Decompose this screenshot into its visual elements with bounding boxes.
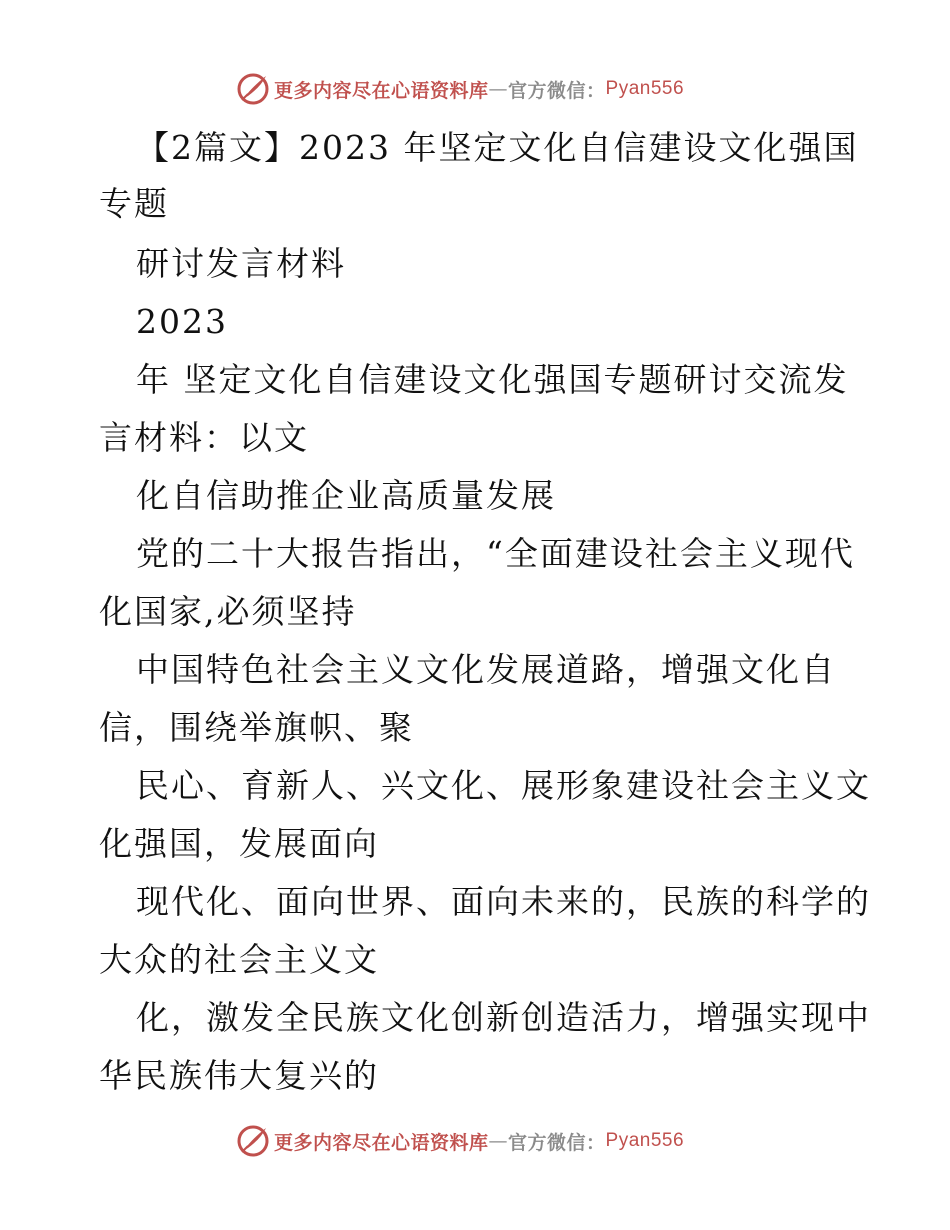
doc-text-line: 信，围绕举旗帜、聚	[99, 708, 414, 747]
doc-text-line: 化，激发全民族文化创新创造活力，增强实现中	[136, 998, 871, 1037]
doc-text-line: 言材料：以文	[99, 418, 309, 457]
watermark-id: Pyan556	[605, 78, 685, 99]
footer-watermark	[236, 1124, 684, 1158]
header-watermark	[236, 72, 684, 106]
doc-text-line: 中国特色社会主义文化发展道路，增强文化自	[136, 650, 836, 689]
watermark-id: Pyan556	[605, 1130, 685, 1151]
doc-text-line: 2023	[136, 302, 228, 341]
doc-title-line: 专题	[99, 184, 169, 223]
quill-logo-icon	[236, 1124, 270, 1158]
doc-text-line: 民心、育新人、兴文化、展形象建设社会主义文	[136, 766, 871, 805]
watermark-separator: —	[488, 1130, 509, 1152]
doc-text-line: 大众的社会主义文	[99, 940, 379, 979]
doc-text-line: 党的二十大报告指出，“全面建设社会主义现代	[136, 534, 855, 573]
doc-text-line: 化强国，发展面向	[99, 824, 379, 863]
doc-subtitle-line: 研讨发言材料	[136, 244, 346, 283]
watermark-label: 官方微信：	[508, 1131, 606, 1154]
watermark-separator: —	[488, 78, 509, 100]
doc-text-line: 年 坚定文化自信建设文化强国专题研讨交流发	[136, 360, 849, 399]
doc-text-line: 华民族伟大复兴的	[99, 1056, 379, 1095]
doc-title-line: 【2篇文】2023 年坚定文化自信建设文化强国	[136, 128, 859, 167]
doc-text-line: 化自信助推企业高质量发展	[136, 476, 556, 515]
doc-text-line: 现代化、面向世界、面向未来的，民族的科学的	[136, 882, 871, 921]
watermark-label: 官方微信：	[508, 79, 606, 102]
quill-logo-icon	[236, 72, 270, 106]
doc-text-line: 化国家,必须坚持	[99, 592, 357, 631]
watermark-main-text: 更多内容尽在心语资料库	[274, 79, 489, 102]
watermark-main-text: 更多内容尽在心语资料库	[274, 1131, 489, 1154]
